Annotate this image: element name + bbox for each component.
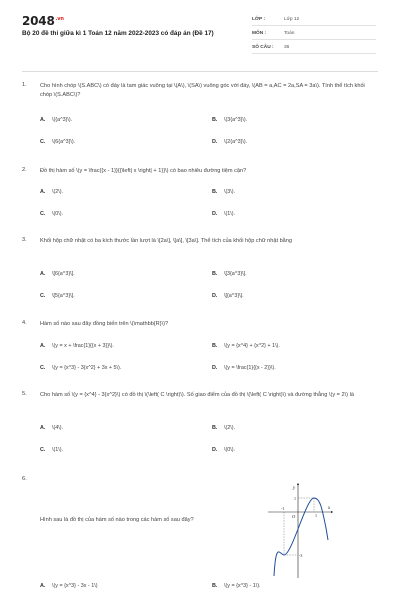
question-text: Hình sau là đồ thị của hàm số nào trong các hàm số sau đây? (40, 517, 194, 523)
question-text: Cho hàm số \(y = {x^4} - 3{x^2}\) có đồ thị \(\left( C \right)\). Số giao điểm của đồ thị \(\left( C \right)\) và đường thẳng \(y = 2\) là (40, 392, 354, 398)
x-tick-right: 1 (315, 513, 317, 518)
meta-value: 36 (284, 45, 290, 50)
y-tick-bottom: -3 (299, 553, 303, 558)
question-number: 2. (22, 167, 27, 173)
logo-domain-suffix: .vn (55, 16, 64, 22)
meta-row-subject (252, 28, 376, 40)
meta-row-class (252, 14, 376, 26)
meta-value: Toán (284, 31, 295, 36)
meta-value: Lớp 12 (284, 17, 300, 22)
meta-row-count (252, 42, 376, 54)
question-number: 6. (22, 476, 27, 482)
header-divider (22, 71, 378, 72)
y-tick-top: 1 (294, 496, 296, 501)
question-text: Đồ thị hàm số \(y = \frac{{x - 1}}{{\left| x \right| + 1}}\) có bao nhiêu đường tiệm cận? (40, 168, 247, 174)
x-axis-label: x (328, 506, 331, 511)
cubic-function-graph (262, 480, 334, 580)
question-number: 3. (22, 237, 27, 243)
question-number: 4. (22, 320, 27, 326)
question-text: Hàm số nào sau đây đồng biến trên \(\mathbb{R}\)? (40, 321, 169, 327)
question-text: Khối hộp chữ nhật có ba kích thước lần lượt là \[2a\], \[a\], \[3a\]. Thể tích của khối hộp chữ nhật bằng (40, 238, 293, 244)
document-header (0, 0, 400, 66)
x-tick-left: -1 (281, 506, 285, 511)
meta-label: SỐ CÂU : (252, 45, 274, 50)
site-logo[interactable]: $2048^{.vn}$ (22, 14, 64, 28)
question-number: 5. (22, 391, 27, 397)
question-number: 1. (22, 82, 27, 88)
y-axis-label: y (293, 486, 296, 491)
meta-label: MÔN : (252, 31, 267, 36)
exam-title: Bộ 20 đề thi giữa kì 1 Toán 12 năm 2022-2023 có đáp án (Đề 17) (22, 30, 214, 37)
meta-label: LỚP : (252, 17, 266, 22)
origin-label: O (292, 514, 296, 519)
question-text: Cho hình chóp \(S.ABC\) có đáy là tam giác vuông tại \(A\), \(SA\) vuông góc với đáy, \(AB = a,AC = 2a,SA = 3a\). Tính thể tích khối chóp \(S.ABC\)? (40, 83, 365, 98)
